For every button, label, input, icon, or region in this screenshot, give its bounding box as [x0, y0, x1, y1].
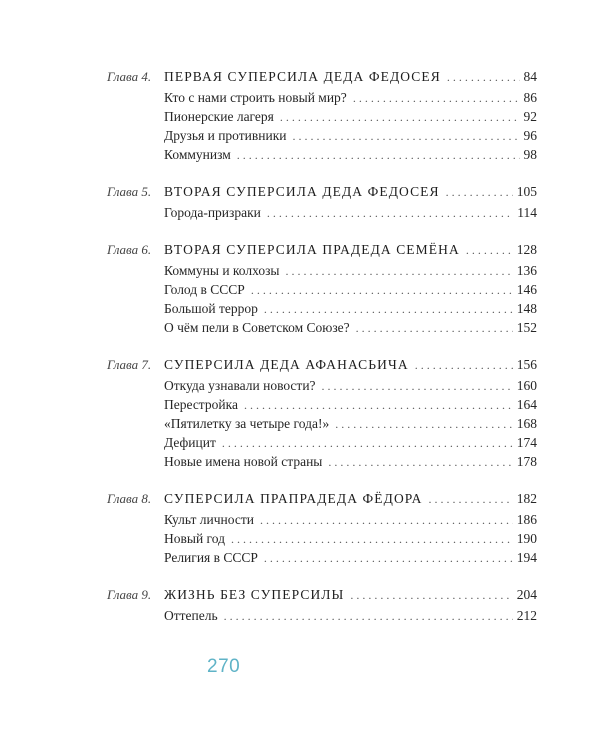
- chapter-title: ВТОРАЯ СУПЕРСИЛА ДЕДА ФЕДОСЕЯ: [164, 184, 440, 199]
- toc-chapter-row[interactable]: [0, 183, 600, 201]
- section-title: «Пятилетку за четыре года!»: [164, 416, 330, 431]
- dot-leader: [415, 356, 513, 374]
- toc-entry: [164, 356, 537, 374]
- dot-leader: [292, 127, 519, 145]
- toc-entry: [164, 89, 537, 107]
- toc-entry: [164, 396, 537, 414]
- dot-leader: [264, 300, 513, 318]
- page-number: 168: [516, 416, 537, 431]
- dot-leader: [222, 434, 513, 452]
- dot-leader: [264, 549, 513, 567]
- dot-leader: [466, 241, 513, 259]
- toc-entry: [164, 319, 537, 337]
- page-number: 190: [516, 531, 537, 546]
- dot-leader: [280, 108, 520, 126]
- dot-leader: [286, 262, 513, 280]
- page-number: 146: [516, 282, 537, 297]
- chapter-label: Глава 4.: [107, 69, 152, 84]
- dot-leader: [231, 530, 513, 548]
- page-number: 128: [516, 242, 537, 257]
- toc-entry: [164, 146, 537, 164]
- section-title: Города-призраки: [164, 205, 261, 220]
- toc-section-row[interactable]: [0, 607, 600, 625]
- page-number: 152: [516, 320, 537, 335]
- dot-leader: [429, 490, 513, 508]
- page-number: 156: [516, 357, 537, 372]
- toc-section-row[interactable]: [0, 511, 600, 529]
- toc-section-row[interactable]: [0, 415, 600, 433]
- chapter-label: Глава 6.: [107, 242, 152, 257]
- dot-leader: [328, 453, 512, 471]
- page-number: 174: [516, 435, 537, 450]
- toc-section-row[interactable]: [0, 146, 600, 164]
- dot-leader: [267, 204, 513, 222]
- toc-entry: [164, 262, 537, 280]
- section-title: О чём пели в Советском Союзе?: [164, 320, 350, 335]
- section-title: Друзья и противники: [164, 128, 287, 143]
- toc-entry: [164, 490, 537, 508]
- chapter-title: ЖИЗНЬ БЕЗ СУПЕРСИЛЫ: [164, 587, 345, 602]
- toc-entry: [164, 530, 537, 548]
- toc-section-row[interactable]: [0, 127, 600, 145]
- toc-entry: [164, 183, 537, 201]
- page-number: 92: [523, 109, 537, 124]
- toc-entry: [164, 281, 537, 299]
- toc-section-row[interactable]: [0, 434, 600, 452]
- chapter-label: Глава 5.: [107, 184, 152, 199]
- page-number: 164: [516, 397, 537, 412]
- section-title: Новые имена новой страны: [164, 454, 323, 469]
- toc-section-row[interactable]: [0, 549, 600, 567]
- toc-entry: [164, 377, 537, 395]
- toc-section-row[interactable]: [0, 262, 600, 280]
- toc-section-row[interactable]: [0, 530, 600, 548]
- footer-page-number: 270: [207, 656, 241, 677]
- page-number: 160: [516, 378, 537, 393]
- toc-section-row[interactable]: [0, 300, 600, 318]
- page-number: 194: [516, 550, 537, 565]
- toc-chapter-row[interactable]: [0, 68, 600, 86]
- toc-entry: [164, 586, 537, 604]
- toc-section-row[interactable]: [0, 319, 600, 337]
- dot-leader: [224, 607, 513, 625]
- toc-entry: [164, 415, 537, 433]
- page-number: 178: [516, 454, 537, 469]
- toc-chapter-row[interactable]: [0, 586, 600, 604]
- toc-section-row[interactable]: [0, 204, 600, 222]
- page-number: 114: [517, 205, 537, 220]
- section-title: Религия в СССР: [164, 550, 258, 565]
- section-title: Голод в СССР: [164, 282, 245, 297]
- toc-entry: [164, 108, 537, 126]
- toc-entry: [164, 241, 537, 259]
- toc-section-row[interactable]: [0, 281, 600, 299]
- dot-leader: [244, 396, 513, 414]
- page-number: 96: [523, 128, 537, 143]
- dot-leader: [446, 183, 513, 201]
- toc-entry: [164, 549, 537, 567]
- toc-entry: [164, 300, 537, 318]
- section-title: Коммуны и колхозы: [164, 263, 280, 278]
- page-number: 86: [523, 90, 537, 105]
- toc-chapter-row[interactable]: [0, 490, 600, 508]
- dot-leader: [350, 586, 512, 604]
- dot-leader: [447, 68, 520, 86]
- section-title: Культ личности: [164, 512, 254, 527]
- toc-chapter-row[interactable]: [0, 356, 600, 374]
- dot-leader: [335, 415, 513, 433]
- section-title: Оттепель: [164, 608, 218, 623]
- dot-leader: [322, 377, 513, 395]
- page-number: 84: [523, 69, 537, 84]
- page-number: 182: [516, 491, 537, 506]
- toc-entry: [164, 434, 537, 452]
- toc-entry: [164, 204, 537, 222]
- dot-leader: [237, 146, 520, 164]
- section-title: Перестройка: [164, 397, 238, 412]
- chapter-title: ПЕРВАЯ СУПЕРСИЛА ДЕДА ФЕДОСЕЯ: [164, 69, 441, 84]
- chapter-title: СУПЕРСИЛА ПРАПРАДЕДА ФЁДОРА: [164, 491, 423, 506]
- dot-leader: [356, 319, 513, 337]
- page-number: 148: [516, 301, 537, 316]
- page-number: 212: [516, 608, 537, 623]
- section-title: Кто с нами строить новый мир?: [164, 90, 347, 105]
- toc-section-row[interactable]: [0, 377, 600, 395]
- toc-entry: [164, 511, 537, 529]
- toc-entry: [164, 127, 537, 145]
- dot-leader: [353, 89, 520, 107]
- toc-section-row[interactable]: [0, 108, 600, 126]
- page-number: 136: [516, 263, 537, 278]
- section-title: Дефицит: [164, 435, 216, 450]
- section-title: Откуда узнавали новости?: [164, 378, 316, 393]
- chapter-label: Глава 8.: [107, 491, 152, 506]
- dot-leader: [260, 511, 513, 529]
- toc-entry: [164, 68, 537, 86]
- section-title: Новый год: [164, 531, 225, 546]
- toc-section-row[interactable]: [0, 396, 600, 414]
- page-number: 105: [516, 184, 537, 199]
- chapter-label: Глава 9.: [107, 587, 152, 602]
- toc-entry: [164, 453, 537, 471]
- toc-section-row[interactable]: [0, 89, 600, 107]
- page-number: 204: [516, 587, 537, 602]
- chapter-title: ВТОРАЯ СУПЕРСИЛА ПРАДЕДА СЕМЁНА: [164, 242, 460, 257]
- toc-section-row[interactable]: [0, 453, 600, 471]
- section-title: Коммунизм: [164, 147, 231, 162]
- toc-entry: [164, 607, 537, 625]
- toc-chapter-row[interactable]: [0, 241, 600, 259]
- chapter-title: СУПЕРСИЛА ДЕДА АФАНАСЬИЧА: [164, 357, 409, 372]
- dot-leader: [251, 281, 513, 299]
- chapter-label: Глава 7.: [107, 357, 152, 372]
- page-number: 186: [516, 512, 537, 527]
- page-number: 98: [523, 147, 537, 162]
- section-title: Пионерские лагеря: [164, 109, 274, 124]
- section-title: Большой террор: [164, 301, 258, 316]
